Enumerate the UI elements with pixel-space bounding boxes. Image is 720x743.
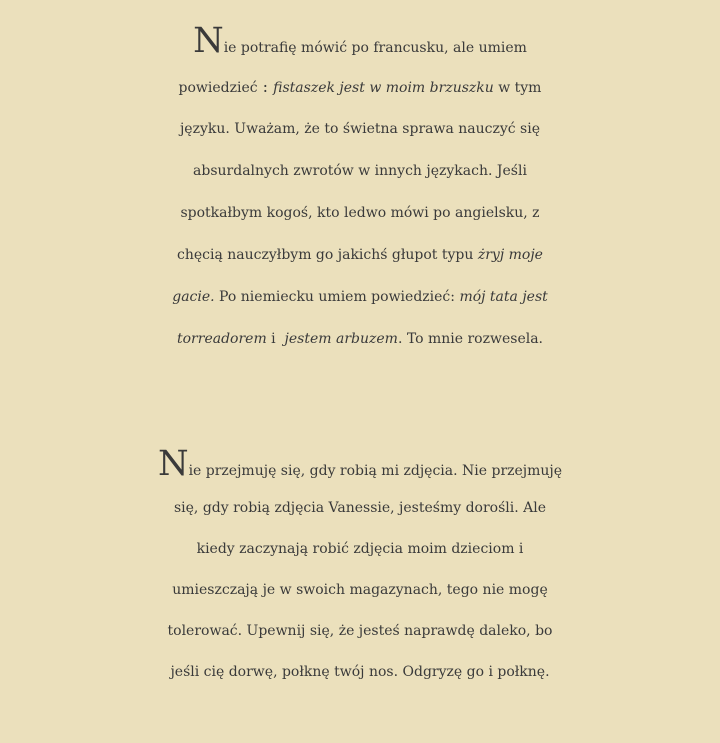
- italic-phrase: torreadorem: [177, 331, 267, 347]
- text-span: Po niemiecku umiem powiedzieć:: [214, 289, 460, 305]
- text-span: ie przejmuję się, gdy robią mi zdjęcia. Nie przejmuję: [188, 463, 563, 479]
- drop-cap: N: [193, 21, 224, 61]
- text-span: i: [266, 331, 285, 347]
- text-line: [0, 66, 720, 108]
- text-line: się, gdy robią zdjęcia Vanessie, jesteśmy dorośli. Ale: [173, 500, 547, 516]
- text-line: absurdalnych zwrotów w innych językach. Jeśli: [193, 163, 527, 179]
- text-line: [0, 276, 720, 318]
- text-span: powiedzieć: [178, 80, 258, 96]
- text-line: [0, 234, 720, 276]
- italic-phrase: gacie.: [172, 289, 215, 305]
- text-span: w tym: [493, 80, 542, 96]
- text-line: [0, 444, 720, 488]
- italic-phrase: fistaszek jest w moim brzuszku: [273, 80, 494, 96]
- text-line: umieszczają je w swoich magazynach, tego nie mogę: [172, 582, 548, 598]
- text-line: tolerować. Upewnij się, że jesteś naprawdę daleko, bo: [167, 623, 553, 639]
- colon: :: [257, 77, 274, 96]
- text-span: ie potrafię mówić po francusku, ale umiem: [223, 40, 527, 56]
- italic-phrase: jestem arbuzem: [284, 331, 398, 347]
- paragraph-2: [0, 444, 720, 693]
- paragraph-1: [0, 21, 720, 360]
- text-line: [0, 21, 720, 66]
- text-line: jeśli cię dorwę, połknę twój nos. Odgryzę go i połknę.: [170, 664, 550, 680]
- text-line: kiedy zaczynają robić zdjęcia moim dzieciom i: [196, 541, 524, 557]
- italic-phrase: żryj moje: [477, 247, 543, 263]
- italic-phrase: mój tata jest: [459, 289, 548, 305]
- text-line: [0, 318, 720, 360]
- text-span: chęcią nauczyłbym go jakichś głupot typu: [177, 247, 478, 263]
- drop-cap: N: [157, 444, 189, 484]
- text-span: . To mnie rozwesela.: [397, 331, 543, 347]
- text-line: języku. Uważam, że to świetna sprawa nauczyć się: [179, 121, 541, 137]
- text-line: spotkałbym kogoś, kto ledwo mówi po angielsku, z: [180, 205, 540, 221]
